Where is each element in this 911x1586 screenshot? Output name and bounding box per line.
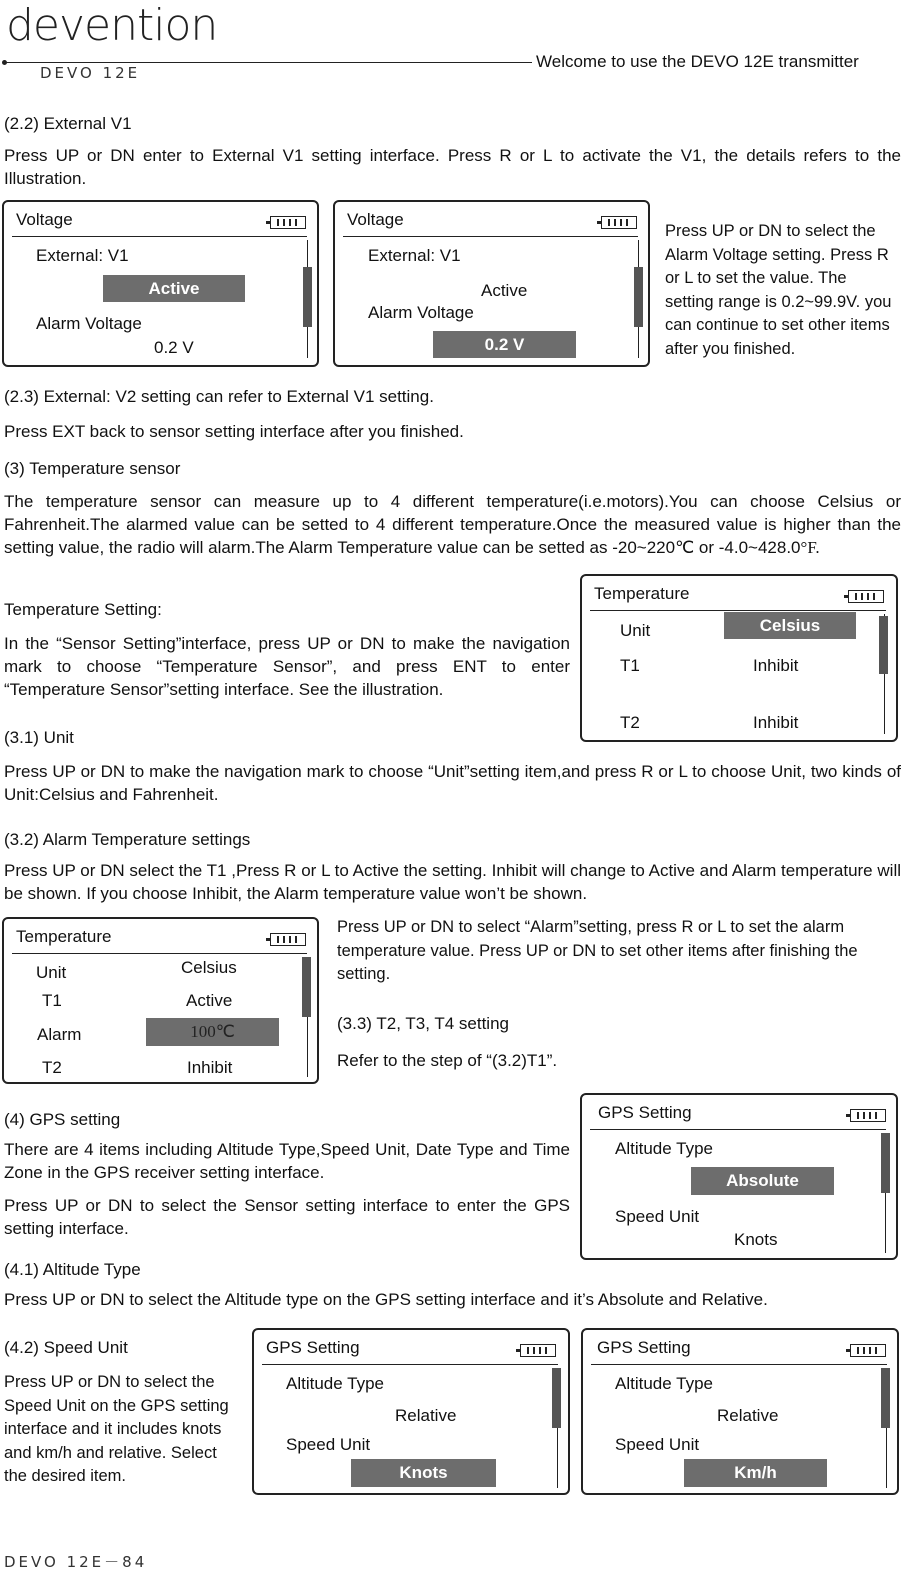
scrollbar-thumb	[303, 267, 312, 327]
lcd-title: GPS Setting	[598, 1103, 692, 1122]
lcd-value: 0.2 V	[154, 338, 194, 357]
lcd-temperature-alarm	[2, 917, 319, 1084]
lcd-divider	[12, 236, 307, 237]
lcd-divider	[591, 1364, 887, 1365]
lcd-value: Inhibit	[753, 656, 799, 675]
battery-icon	[850, 1109, 886, 1122]
paragraph: Press UP or DN to select the Sensor setting interface to enter the GPS setting interface.	[4, 1196, 570, 1238]
header-rule	[4, 62, 532, 63]
battery-icon	[601, 216, 637, 229]
lcd-title: Temperature	[16, 927, 112, 946]
lcd-label: Altitude Type	[286, 1374, 384, 1393]
brand-model: DEVO 12E	[40, 64, 141, 82]
lcd-value: Celsius	[181, 958, 237, 977]
lcd-value: Relative	[717, 1406, 779, 1425]
lcd-voltage-alarm	[333, 200, 650, 367]
lcd-label: T1	[42, 991, 62, 1010]
lcd-title: Voltage	[347, 210, 404, 229]
scrollbar-thumb	[302, 957, 311, 1017]
lcd-value: Inhibit	[187, 1058, 233, 1077]
lcd-selected-value: 0.2 V	[433, 331, 576, 358]
lcd-divider	[343, 236, 638, 237]
section-heading: (4.1) Altitude Type	[4, 1260, 141, 1279]
lcd-value: Inhibit	[753, 713, 799, 732]
lcd-title: GPS Setting	[597, 1338, 691, 1357]
lcd-label: T1	[620, 656, 640, 675]
scrollbar-thumb	[634, 267, 643, 327]
lcd-temperature-unit	[580, 574, 898, 742]
paragraph: Refer to the step of “(3.2)T1”.	[337, 1051, 558, 1070]
scrollbar-thumb	[881, 1368, 890, 1428]
lcd-value: Active	[186, 991, 233, 1010]
paragraph: Press UP or DN to select the Speed Unit on the GPS setting interface and it includes knots and km/h and relative. Select the desired item.	[4, 1373, 229, 1485]
paragraph: Press UP or DN to select the Altitude type on the GPS setting interface and it’s Absolute and Relative.	[4, 1290, 768, 1309]
lcd-gps-speed-knots	[252, 1328, 570, 1495]
lcd-selected-value: Km/h	[684, 1459, 827, 1487]
lcd-selected-value: Knots	[351, 1459, 496, 1487]
section-heading: (4.2) Speed Unit	[4, 1338, 128, 1357]
lcd-label: Speed Unit	[286, 1435, 371, 1454]
lcd-value: Relative	[395, 1406, 457, 1425]
section-heading: (4) GPS setting	[4, 1110, 121, 1129]
side-note: Press UP or DN to select “Alarm”setting, press R or L to set the alarm temperature value. Press UP or DN to set other items after finishing the setting.	[337, 918, 858, 983]
lcd-label: T2	[42, 1058, 62, 1077]
lcd-label: Altitude Type	[615, 1139, 713, 1158]
lcd-label: External: V1	[36, 246, 129, 265]
lcd-divider	[262, 1364, 558, 1365]
paragraph: Press EXT back to sensor setting interface after you finished.	[4, 422, 464, 441]
lcd-divider	[590, 610, 886, 611]
lcd-divider	[590, 1129, 886, 1130]
page-number: DEVO 12E－84	[4, 1553, 148, 1571]
scrollbar-thumb	[552, 1368, 561, 1428]
battery-icon	[520, 1344, 556, 1357]
lcd-title: GPS Setting	[266, 1338, 360, 1357]
battery-icon	[270, 933, 306, 946]
lcd-label: Alarm Voltage	[36, 314, 142, 333]
lcd-label: T2	[620, 713, 640, 732]
section-heading: (2.3) External: V2 setting can refer to External V1 setting.	[4, 387, 434, 406]
lcd-voltage-active	[2, 200, 319, 367]
lcd-value: Active	[481, 281, 528, 300]
header-welcome: Welcome to use the DEVO 12E transmitter	[536, 52, 859, 71]
lcd-label: Unit	[620, 621, 651, 640]
lcd-label: Speed Unit	[615, 1207, 700, 1226]
lcd-gps-altitude	[580, 1093, 898, 1260]
scrollbar-thumb	[881, 1133, 890, 1193]
paragraph: The temperature sensor can measure up to 4 different temperature(i.e.motors).You can choose Celsius or Fahrenheit.The alarmed value can be setted to 4 different temperature.Once the measured value is higher than the setting value, the radio will alarm.The Alarm Temperature value can be setted as -20~220℃ or -4.0~428.0°F.	[4, 492, 901, 557]
section-heading: (3.3) T2, T3, T4 setting	[337, 1014, 509, 1033]
section-heading: (3.2) Alarm Temperature settings	[4, 830, 251, 849]
side-note: Press UP or DN to select the Alarm Voltage setting. Press R or L to set the value. The setting range is 0.2~99.9V. you can continue to set other items after you finished.	[665, 222, 892, 358]
section-heading: (3.1) Unit	[4, 728, 74, 747]
lcd-label: Alarm Voltage	[368, 303, 474, 322]
paragraph: Press UP or DN select the T1 ,Press R or L to Active the setting. Inhibit will change to Active and Alarm temperature will be shown. If you choose Inhibit, the Alarm temperature value won’t be shown.	[4, 861, 901, 903]
lcd-title: Voltage	[16, 210, 73, 229]
lcd-label: Speed Unit	[615, 1435, 700, 1454]
lcd-selected-value: Celsius	[724, 612, 856, 639]
scrollbar-thumb	[879, 616, 888, 674]
lcd-label: External: V1	[368, 246, 461, 265]
lcd-value: Knots	[734, 1230, 778, 1249]
lcd-selected-value: Absolute	[691, 1167, 834, 1195]
battery-icon	[850, 1344, 886, 1357]
paragraph: Press UP or DN enter to External V1 setting interface. Press R or L to activate the V1, the details refers to the Illustration.	[4, 146, 901, 188]
lcd-selected-value: Active	[103, 275, 245, 302]
lcd-label: Alarm	[37, 1025, 82, 1044]
battery-icon	[848, 590, 884, 603]
lcd-label: Altitude Type	[615, 1374, 713, 1393]
lcd-selected-value: 100℃	[146, 1018, 279, 1046]
lcd-title: Temperature	[594, 584, 690, 603]
paragraph: In the “Sensor Setting”interface, press UP or DN to make the navigation mark to choose “Temperature Sensor”, and press ENT to enter “Temperature Sensor”setting interface. See the illustration.	[4, 634, 570, 699]
section-heading: (2.2) External V1	[4, 114, 132, 133]
lcd-label: Unit	[36, 963, 67, 982]
paragraph: There are 4 items including Altitude Type,Speed Unit, Date Type and Time Zone in the GPS receiver setting interface.	[4, 1140, 570, 1182]
section-heading: (3) Temperature sensor	[4, 459, 181, 478]
brand-logo: devention	[6, 0, 218, 51]
battery-icon	[270, 216, 306, 229]
lcd-gps-speed-kmh	[581, 1328, 899, 1495]
subheading: Temperature Setting:	[4, 600, 162, 619]
paragraph: Press UP or DN to make the navigation mark to choose “Unit”setting item,and press R or L to choose Unit, two kinds of Unit:Celsius and Fahrenheit.	[4, 762, 901, 804]
lcd-divider	[12, 953, 307, 954]
